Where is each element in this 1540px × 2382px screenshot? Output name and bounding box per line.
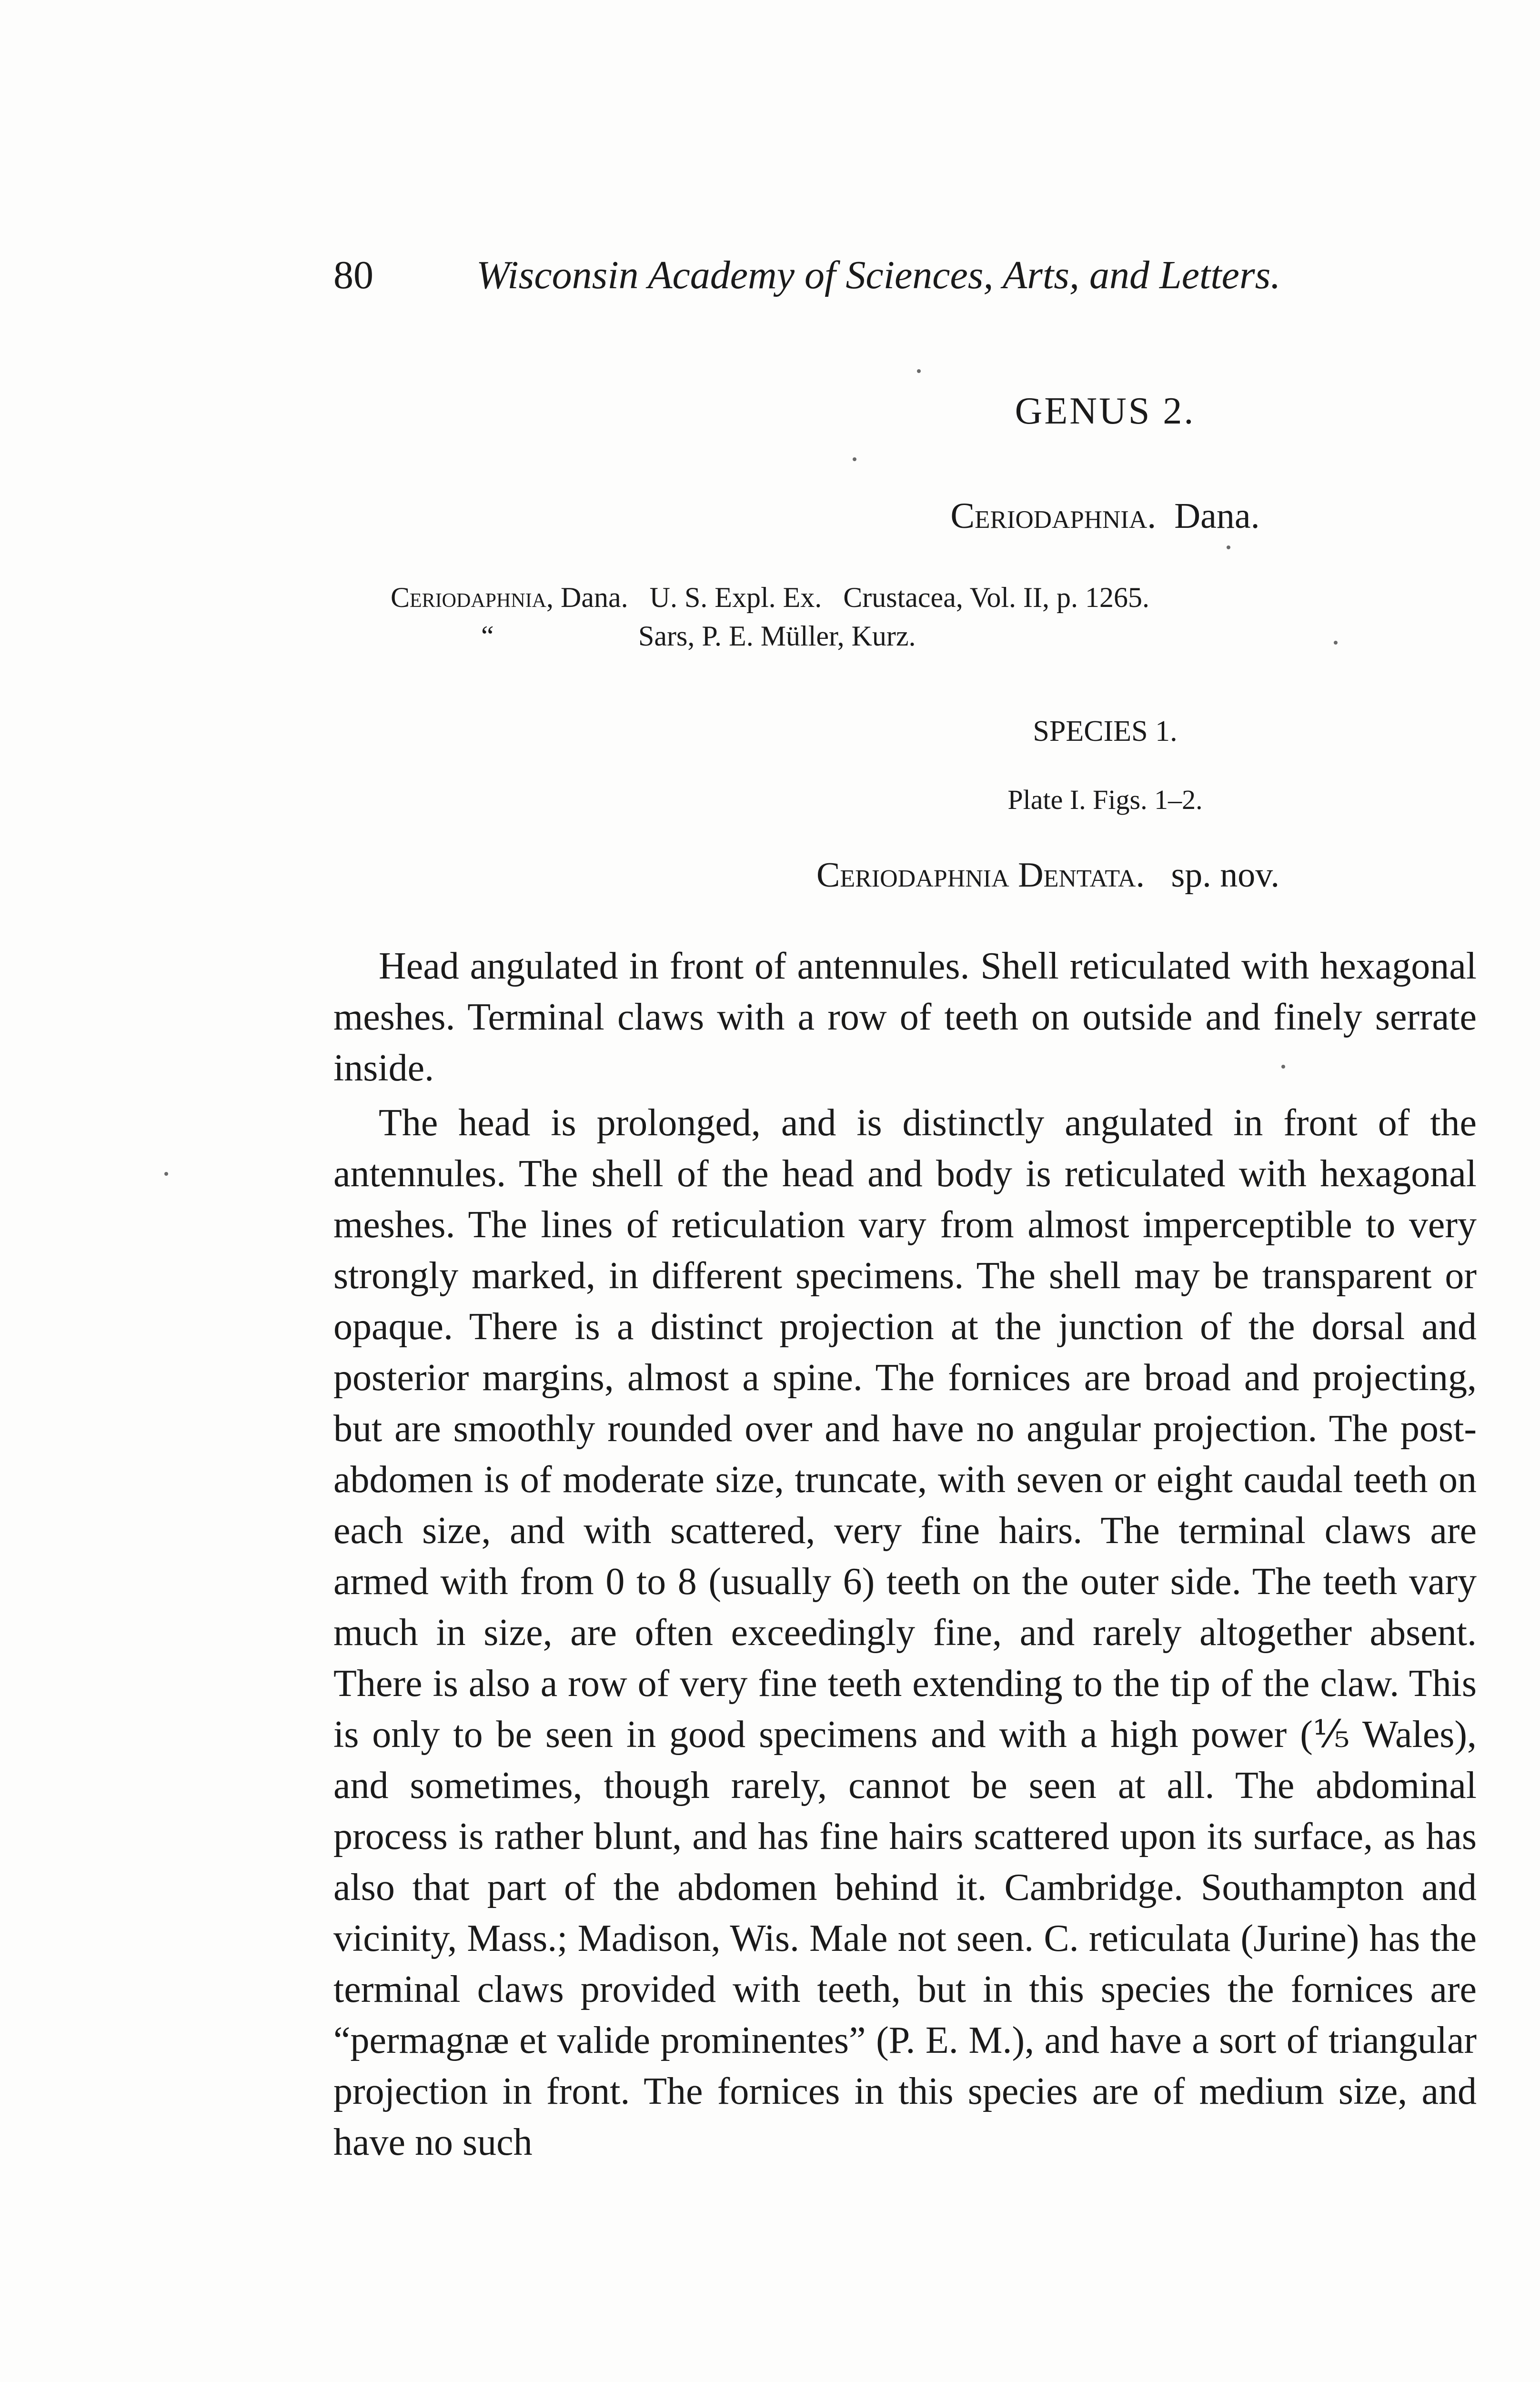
plate-reference: Plate I. Figs. 1–2. bbox=[1007, 784, 1203, 815]
genus-author: Dana. bbox=[1174, 496, 1260, 536]
paper-speck bbox=[1281, 1065, 1285, 1069]
paper-speck bbox=[1334, 641, 1338, 645]
genus-heading: GENUS 2. bbox=[1015, 390, 1196, 432]
genus-name-line bbox=[533, 495, 1540, 537]
body-text bbox=[333, 941, 1477, 2168]
description-paragraph: The head is prolonged, and is distinctly angulated in front of the antennules. The shell of the head and body is reticulated with hexagonal meshes. The lines of reticulation vary from almost imperceptible to very strongly marked, in different specimens. The shell may be transparent or opaque. There is a distinct projection at the junction of the dorsal and posterior margins, almost a spine. The fornices are broad and projecting, but are smoothly rounded over and have no angular projection. The post-abdomen is of moderate size, truncate, with seven or eight caudal teeth on each size, and with scattered, very fine hairs. The terminal claws are armed with from 0 to 8 (usually 6) teeth on the outer side. The teeth vary much in size, are often exceedingly fine, and rarely altogether absent. There is also a row of very fine teeth extending to the tip of the claw. This is only to be seen in good specimens and with a high power (⅕ Wales), and sometimes, though rarely, cannot be seen at all. The abdominal process is rather blunt, and has fine hairs scattered upon its surface, as has also that part of the abdomen behind it. Cambridge. Southampton and vicinity, Mass.; Madison, Wis. Male not seen. C. reticulata (Jurine) has the terminal claws provided with teeth, but in this species the fornices are “permagnæ et valide prominentes” (P. E. M.), and have a sort of triangular projection in front. The fornices in this species are of medium size, and have no such bbox=[333, 1102, 1477, 2163]
synonymy-genus-name: Ceriodaphnia, bbox=[391, 582, 554, 613]
synonymy-citation: Dana. U. S. Expl. Ex. Crustacea, Vol. II, p. 1265. bbox=[561, 582, 1149, 613]
paper-speck bbox=[853, 457, 856, 461]
journal-title: Wisconsin Academy of Sciences, Arts, and Letters. bbox=[476, 253, 1281, 297]
species-name: Ceriodaphnia Dentata. bbox=[816, 856, 1145, 895]
genus-name: Ceriodaphnia. bbox=[950, 496, 1157, 536]
species-name-line bbox=[476, 855, 1540, 896]
ditto-mark: “ bbox=[481, 620, 494, 652]
species-qualifier: sp. nov. bbox=[1171, 856, 1279, 895]
synonymy-authors: Sars, P. E. Müller, Kurz. bbox=[638, 620, 916, 652]
paper-speck bbox=[917, 369, 921, 373]
species-heading: SPECIES 1. bbox=[1033, 715, 1178, 747]
paper-speck bbox=[164, 1172, 168, 1176]
paper-speck bbox=[1227, 545, 1230, 549]
synonymy-line-1 bbox=[391, 579, 1486, 616]
diagnosis-paragraph: Head angulated in front of antennules. Shell reticulated with hexagonal meshes. Terminal claws with a row of teeth on outside and finely serrate inside. bbox=[333, 945, 1477, 1089]
running-head bbox=[333, 252, 1486, 299]
page-number: 80 bbox=[333, 253, 373, 297]
synonymy-line-2 bbox=[481, 617, 1540, 655]
